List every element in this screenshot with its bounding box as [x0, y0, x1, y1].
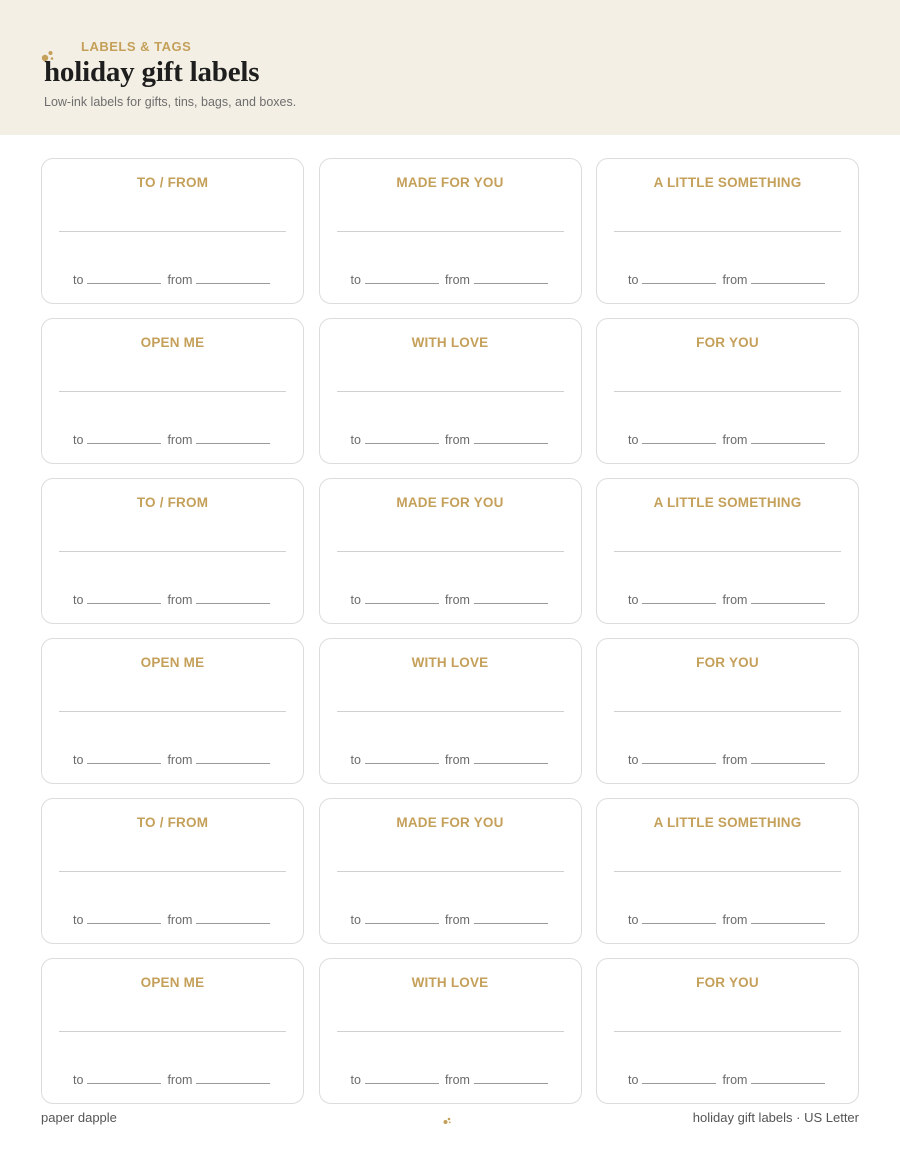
to-blank-line	[365, 913, 439, 924]
label-title: WITH LOVE	[411, 975, 489, 990]
from-label: from	[167, 433, 193, 447]
to-from-row	[628, 913, 831, 927]
to-from-row	[628, 433, 831, 447]
to-blank-line	[642, 1073, 716, 1084]
label-title: WITH LOVE	[411, 335, 489, 350]
footer-dots-icon	[442, 1116, 452, 1126]
gift-label-card	[41, 798, 304, 944]
from-blank-line	[474, 593, 548, 604]
from-blank-line	[751, 1073, 825, 1084]
to-from-row	[628, 1073, 831, 1087]
to-from-row	[351, 593, 554, 607]
message-write-line	[337, 391, 564, 392]
to-from-row	[351, 273, 554, 287]
message-write-line	[337, 551, 564, 552]
label-title: A LITTLE SOMETHING	[653, 815, 802, 830]
from-label: from	[722, 1073, 748, 1087]
gift-label-card	[41, 158, 304, 304]
to-blank-line	[365, 753, 439, 764]
message-write-line	[59, 711, 286, 712]
from-label: from	[444, 593, 470, 607]
from-blank-line	[474, 913, 548, 924]
to-label: to	[628, 1073, 639, 1087]
from-label: from	[167, 593, 193, 607]
from-label: from	[444, 1073, 470, 1087]
label-title: TO / FROM	[136, 495, 209, 510]
label-title: A LITTLE SOMETHING	[653, 175, 802, 190]
gift-label-card	[319, 318, 582, 464]
label-title: FOR YOU	[696, 655, 759, 670]
from-blank-line	[474, 1073, 548, 1084]
gift-label-card	[596, 318, 859, 464]
message-write-line	[337, 711, 564, 712]
page-title: holiday gift labels	[44, 56, 260, 88]
footer-doc-info: holiday gift labels · US Letter	[692, 1110, 859, 1125]
from-blank-line	[751, 913, 825, 924]
message-write-line	[614, 711, 841, 712]
gift-label-card	[596, 958, 859, 1104]
to-label: to	[73, 913, 84, 927]
message-write-line	[59, 231, 286, 232]
to-blank-line	[642, 433, 716, 444]
to-label: to	[628, 273, 639, 287]
to-blank-line	[642, 593, 716, 604]
to-from-row	[628, 753, 831, 767]
to-from-row	[73, 593, 276, 607]
to-label: to	[73, 1073, 84, 1087]
from-blank-line	[751, 593, 825, 604]
to-from-row	[73, 753, 276, 767]
from-label: from	[444, 273, 470, 287]
gift-label-card	[319, 158, 582, 304]
to-blank-line	[642, 273, 716, 284]
to-from-row	[73, 913, 276, 927]
to-label: to	[73, 273, 84, 287]
eyebrow-label: LABELS & TAGS	[81, 39, 192, 54]
from-label: from	[444, 913, 470, 927]
to-blank-line	[365, 1073, 439, 1084]
gift-label-card	[41, 478, 304, 624]
from-label: from	[722, 593, 748, 607]
to-label: to	[73, 433, 84, 447]
gift-label-card	[596, 638, 859, 784]
to-blank-line	[642, 913, 716, 924]
gift-label-card	[319, 478, 582, 624]
label-grid	[41, 158, 859, 1104]
message-write-line	[59, 391, 286, 392]
to-from-row	[351, 913, 554, 927]
gift-label-card	[41, 958, 304, 1104]
gift-label-card	[596, 798, 859, 944]
from-label: from	[722, 753, 748, 767]
label-title: WITH LOVE	[411, 655, 489, 670]
from-label: from	[444, 433, 470, 447]
to-label: to	[628, 433, 639, 447]
to-from-row	[628, 273, 831, 287]
page-subtitle: Low-ink labels for gifts, tins, bags, and boxes.	[44, 95, 297, 109]
from-label: from	[722, 913, 748, 927]
to-label: to	[628, 913, 639, 927]
to-label: to	[350, 1073, 361, 1087]
to-label: to	[628, 753, 639, 767]
to-label: to	[350, 433, 361, 447]
gift-label-card	[319, 958, 582, 1104]
to-blank-line	[87, 273, 161, 284]
label-title: OPEN ME	[140, 975, 205, 990]
message-write-line	[59, 551, 286, 552]
label-title: OPEN ME	[140, 655, 205, 670]
label-title: MADE FOR YOU	[396, 175, 504, 190]
from-label: from	[722, 433, 748, 447]
from-label: from	[167, 753, 193, 767]
from-blank-line	[196, 593, 270, 604]
to-from-row	[351, 433, 554, 447]
gift-label-card	[596, 158, 859, 304]
to-label: to	[628, 593, 639, 607]
from-blank-line	[474, 433, 548, 444]
gift-label-card	[41, 638, 304, 784]
from-label: from	[167, 273, 193, 287]
label-title: TO / FROM	[136, 175, 209, 190]
to-label: to	[350, 753, 361, 767]
message-write-line	[337, 231, 564, 232]
to-from-row	[73, 433, 276, 447]
to-from-row	[73, 1073, 276, 1087]
message-write-line	[337, 871, 564, 872]
to-label: to	[350, 273, 361, 287]
to-blank-line	[87, 1073, 161, 1084]
to-label: to	[73, 593, 84, 607]
to-blank-line	[87, 593, 161, 604]
to-from-row	[73, 273, 276, 287]
from-blank-line	[474, 273, 548, 284]
from-blank-line	[196, 433, 270, 444]
to-label: to	[350, 593, 361, 607]
to-blank-line	[87, 433, 161, 444]
from-blank-line	[196, 273, 270, 284]
label-title: MADE FOR YOU	[396, 815, 504, 830]
label-title: FOR YOU	[696, 335, 759, 350]
from-blank-line	[196, 1073, 270, 1084]
message-write-line	[337, 1031, 564, 1032]
gift-label-card	[319, 638, 582, 784]
from-label: from	[722, 273, 748, 287]
to-blank-line	[87, 913, 161, 924]
label-title: OPEN ME	[140, 335, 205, 350]
label-title: MADE FOR YOU	[396, 495, 504, 510]
gift-label-card	[41, 318, 304, 464]
to-label: to	[73, 753, 84, 767]
message-write-line	[59, 1031, 286, 1032]
from-blank-line	[474, 753, 548, 764]
label-title: A LITTLE SOMETHING	[653, 495, 802, 510]
gift-label-card	[596, 478, 859, 624]
message-write-line	[614, 1031, 841, 1032]
to-label: to	[350, 913, 361, 927]
message-write-line	[614, 231, 841, 232]
gift-label-card	[319, 798, 582, 944]
to-blank-line	[642, 753, 716, 764]
to-from-row	[351, 1073, 554, 1087]
from-blank-line	[751, 273, 825, 284]
from-label: from	[167, 913, 193, 927]
from-blank-line	[196, 753, 270, 764]
footer-brand: paper dapple	[41, 1110, 117, 1125]
to-from-row	[351, 753, 554, 767]
page-header	[0, 0, 900, 135]
from-blank-line	[751, 433, 825, 444]
message-write-line	[614, 871, 841, 872]
from-label: from	[167, 1073, 193, 1087]
to-blank-line	[87, 753, 161, 764]
from-blank-line	[196, 913, 270, 924]
label-title: FOR YOU	[696, 975, 759, 990]
message-write-line	[59, 871, 286, 872]
label-title: TO / FROM	[136, 815, 209, 830]
to-blank-line	[365, 433, 439, 444]
from-blank-line	[751, 753, 825, 764]
message-write-line	[614, 551, 841, 552]
message-write-line	[614, 391, 841, 392]
to-blank-line	[365, 273, 439, 284]
to-blank-line	[365, 593, 439, 604]
from-label: from	[444, 753, 470, 767]
to-from-row	[628, 593, 831, 607]
